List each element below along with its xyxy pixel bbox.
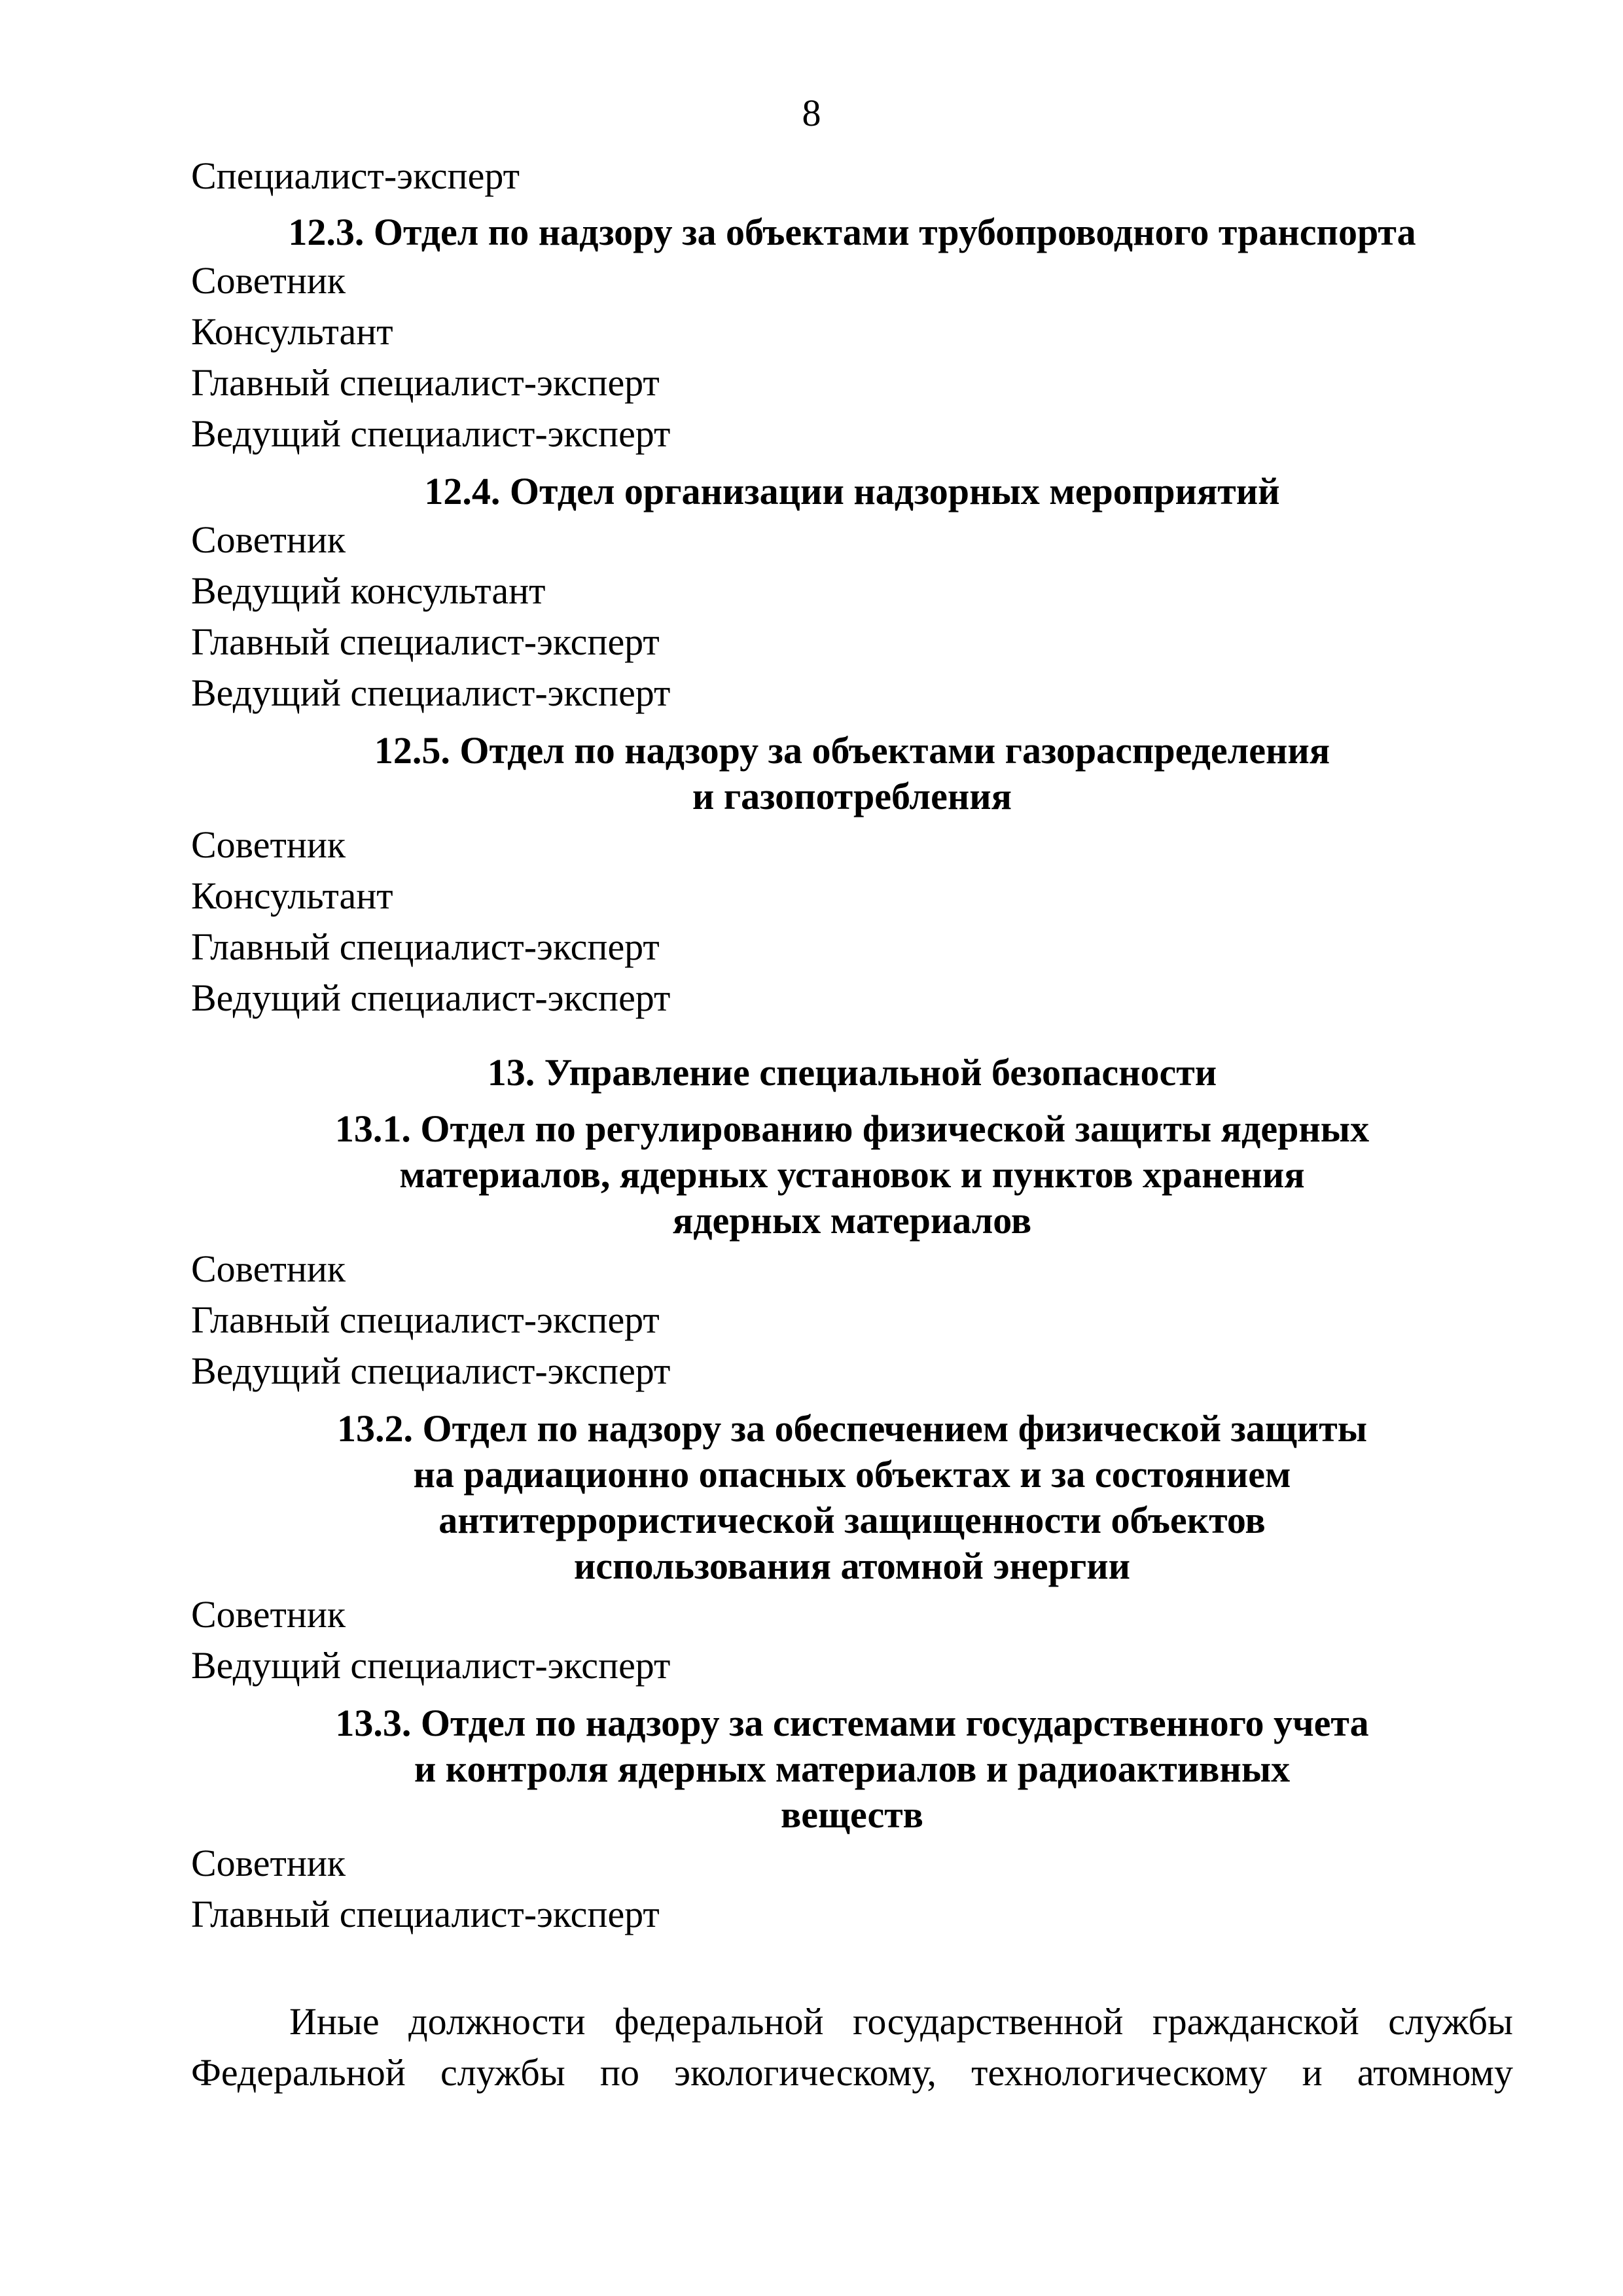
section-13-3 — [191, 1700, 1513, 1940]
section-heading — [191, 728, 1513, 819]
position-item: Специалист-эксперт — [191, 154, 520, 197]
position-item: Советник — [191, 1247, 346, 1290]
heading-line: на радиационно опасных объектах и за состоянием — [413, 1453, 1291, 1496]
heading-line: использования атомной энергии — [573, 1545, 1131, 1587]
heading-line: материалов, ядерных установок и пунктов хранения — [399, 1153, 1305, 1196]
position-item: Ведущий специалист-эксперт — [191, 1350, 671, 1392]
heading-line: ядерных материалов — [672, 1199, 1032, 1242]
position-item: Главный специалист-эксперт — [191, 1299, 660, 1341]
position-item: Консультант — [191, 310, 393, 353]
closing-paragraph — [191, 1996, 1513, 2098]
position-item: Советник — [191, 823, 346, 866]
heading-line: 12.3. Отдел по надзору за объектами трубопроводного транспорта — [288, 211, 1416, 253]
section-12-4 — [191, 469, 1513, 719]
position-item: Главный специалист-эксперт — [191, 361, 660, 404]
heading-line: 12.5. Отдел по надзору за объектами газораспределения — [374, 729, 1330, 772]
heading-line: веществ — [780, 1793, 924, 1836]
section-heading — [191, 1700, 1513, 1838]
position-item: Главный специалист-эксперт — [191, 925, 660, 968]
position-item: Советник — [191, 1593, 346, 1636]
heading-line: 13.1. Отдел по регулированию физической защиты ядерных — [334, 1107, 1370, 1150]
paragraph-line: Федеральной службы по экологическому, технологическому и атомному — [191, 2051, 1513, 2094]
position-item: Главный специалист-эксперт — [191, 620, 660, 663]
heading-line: 12.4. Отдел организации надзорных мероприятий — [424, 470, 1280, 512]
section-heading — [191, 209, 1513, 255]
heading-line: 13.2. Отдел по надзору за обеспечением физической защиты — [336, 1407, 1367, 1450]
position-item: Ведущий специалист-эксперт — [191, 1644, 671, 1687]
heading-line: антитеррористической защищенности объектов — [438, 1499, 1266, 1541]
section-13-1 — [191, 1106, 1513, 1397]
position-item: Советник — [191, 518, 346, 561]
section-heading — [191, 1406, 1513, 1589]
heading-line: и контроля ядерных материалов и радиоактивных — [414, 1748, 1291, 1790]
position-item: Ведущий специалист-эксперт — [191, 672, 671, 714]
position-item: Главный специалист-эксперт — [191, 1893, 660, 1935]
section-13 — [191, 1050, 1513, 1096]
section-heading — [191, 469, 1513, 514]
paragraph-line: Иные должности федеральной государственной гражданской службы — [289, 2000, 1513, 2043]
position-item: Ведущий специалист-эксперт — [191, 412, 671, 455]
section-12-5 — [191, 728, 1513, 1024]
position-item: Ведущий консультант — [191, 569, 546, 612]
heading-line: 13. Управление специальной безопасности — [487, 1051, 1217, 1094]
position-item: Советник — [191, 259, 346, 302]
section-heading — [191, 1106, 1513, 1244]
position-item: Ведущий специалист-эксперт — [191, 977, 671, 1019]
page-number: 8 — [802, 92, 821, 134]
section-12-3 — [191, 209, 1513, 459]
heading-line: и газопотребления — [692, 775, 1012, 817]
position-item: Консультант — [191, 874, 393, 917]
section-heading — [191, 1050, 1513, 1096]
position-item: Советник — [191, 1842, 346, 1884]
section-13-2 — [191, 1406, 1513, 1691]
document-body — [191, 151, 1513, 1940]
heading-line: 13.3. Отдел по надзору за системами государственного учета — [335, 1702, 1369, 1744]
